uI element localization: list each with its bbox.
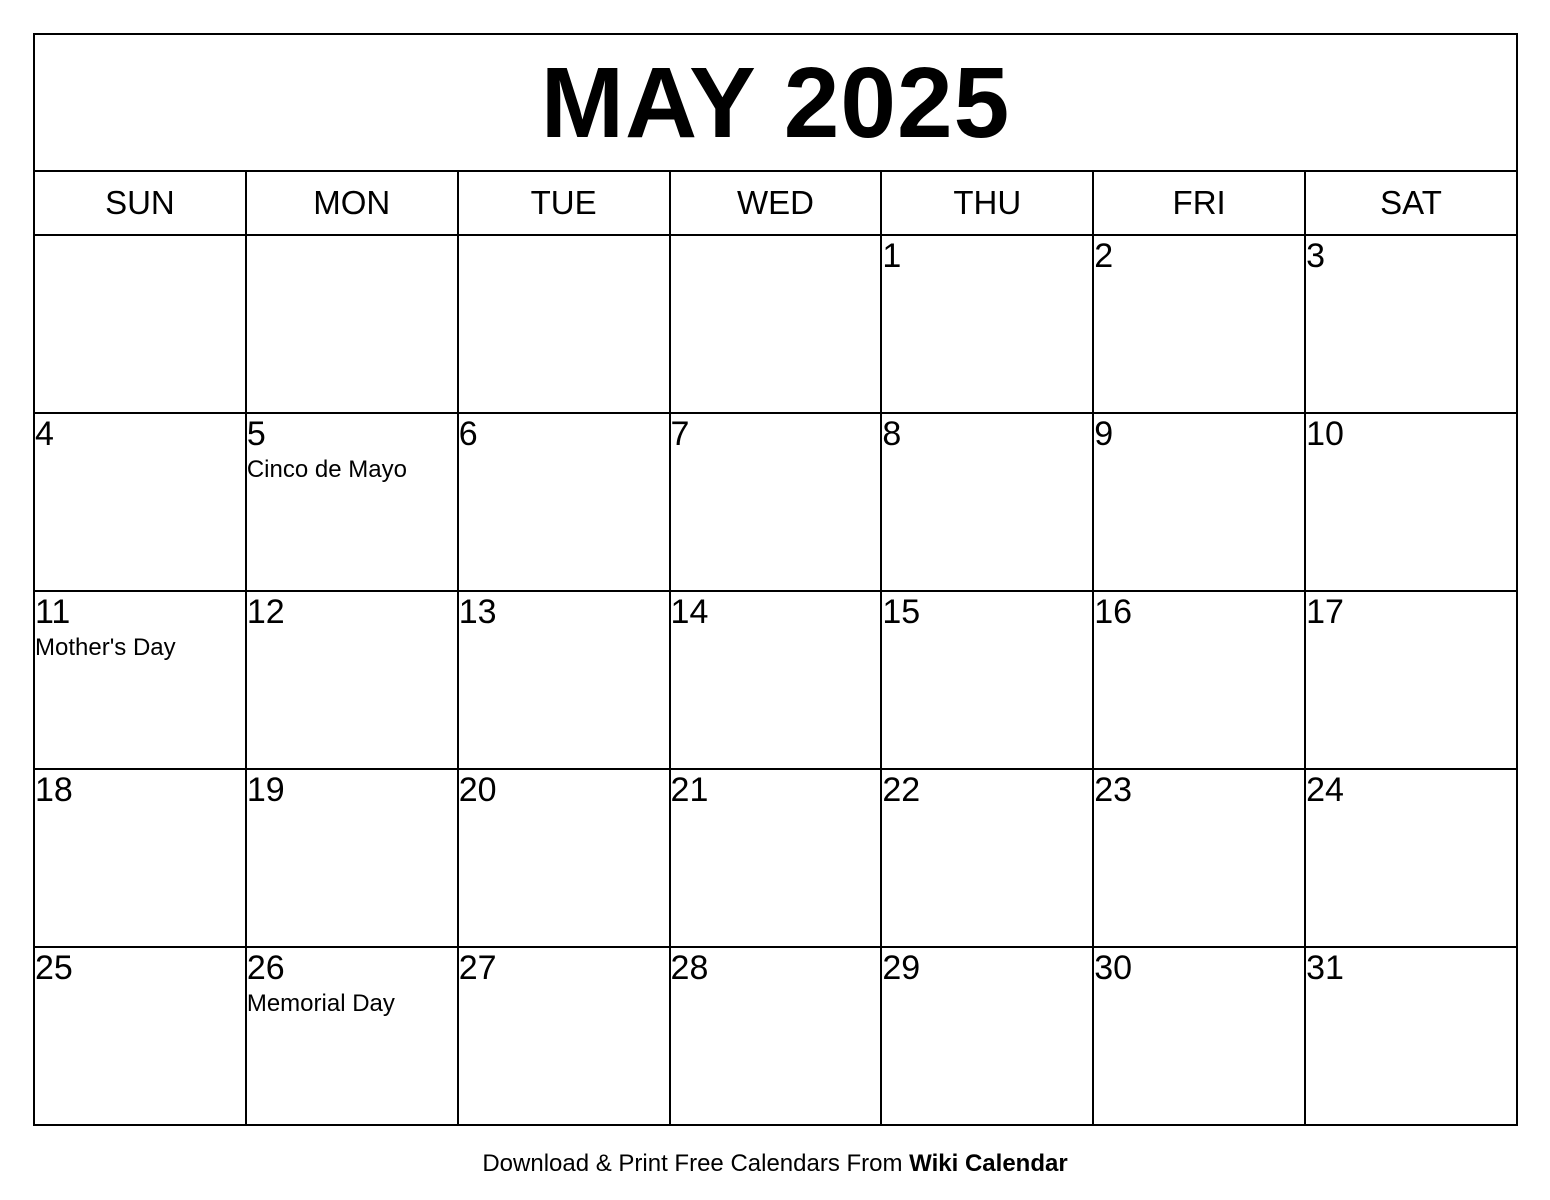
- day-cell: [670, 591, 882, 769]
- footer-text: Download & Print Free Calendars From: [482, 1150, 903, 1177]
- calendar-title: MAY 2025: [540, 46, 1011, 159]
- week-row-2: [34, 413, 1517, 591]
- day-number: 26: [246, 949, 285, 987]
- day-cell: [1093, 769, 1305, 947]
- day-number: 15: [882, 593, 921, 631]
- day-cell: [34, 235, 246, 413]
- footer-brand: Wiki Calendar: [909, 1150, 1068, 1177]
- day-number: 17: [1306, 593, 1344, 631]
- day-cell: [1093, 413, 1305, 591]
- day-number: 1: [882, 237, 902, 275]
- day-cell: [1305, 947, 1517, 1125]
- day-cell: [458, 947, 670, 1125]
- day-cell: [1093, 591, 1305, 769]
- day-cell: [1305, 235, 1517, 413]
- day-cell: [34, 591, 246, 769]
- day-cell: [458, 769, 670, 947]
- day-number: 16: [1094, 593, 1133, 631]
- calendar-table: [33, 33, 1518, 1126]
- day-number: 19: [246, 771, 285, 809]
- week-row-3: [34, 591, 1517, 769]
- day-number: 14: [670, 593, 709, 631]
- day-number: 29: [882, 949, 921, 987]
- day-number: 28: [670, 949, 709, 987]
- day-cell: [670, 413, 882, 591]
- day-number: 21: [670, 771, 709, 809]
- day-number: 7: [670, 415, 690, 453]
- week-row-5: [34, 947, 1517, 1125]
- weekday-thu: THU: [881, 171, 1093, 235]
- day-cell: [458, 591, 670, 769]
- day-cell: [1305, 769, 1517, 947]
- weekday-header-row: [34, 171, 1517, 235]
- day-number: 13: [458, 593, 497, 631]
- day-cell: [1093, 947, 1305, 1125]
- day-number: 11: [35, 593, 71, 631]
- day-cell: [458, 235, 670, 413]
- day-number: 6: [458, 415, 478, 453]
- day-number: 9: [1094, 415, 1114, 453]
- day-number: 18: [35, 771, 73, 809]
- day-number: 8: [882, 415, 902, 453]
- day-number: 25: [35, 949, 73, 987]
- day-cell: [246, 591, 458, 769]
- day-cell: [458, 413, 670, 591]
- day-cell: [1093, 235, 1305, 413]
- day-number: 22: [882, 771, 921, 809]
- day-number: 10: [1306, 415, 1344, 453]
- day-number: 12: [246, 593, 285, 631]
- weekday-sat: SAT: [1305, 171, 1517, 235]
- day-cell: [1305, 591, 1517, 769]
- day-cell: [670, 769, 882, 947]
- day-cell: [1305, 413, 1517, 591]
- day-cell: [881, 947, 1093, 1125]
- day-number: 31: [1306, 949, 1344, 987]
- day-cell: [670, 947, 882, 1125]
- week-row-1: [34, 235, 1517, 413]
- day-cell: [34, 947, 246, 1125]
- holiday-label: Cinco de Mayo: [246, 455, 407, 483]
- day-cell: [670, 235, 882, 413]
- title-row: [34, 34, 1517, 171]
- day-number: 20: [458, 771, 497, 809]
- day-cell: [246, 947, 458, 1125]
- weekday-fri: FRI: [1093, 171, 1305, 235]
- day-cell: [34, 413, 246, 591]
- day-cell: [246, 235, 458, 413]
- day-number: 27: [458, 949, 497, 987]
- day-number: 2: [1094, 237, 1114, 275]
- day-number: 5: [246, 415, 266, 453]
- holiday-label: Memorial Day: [246, 989, 395, 1017]
- weekday-wed: WED: [670, 171, 882, 235]
- day-cell: [246, 769, 458, 947]
- day-number: 23: [1094, 771, 1133, 809]
- weekday-mon: MON: [246, 171, 458, 235]
- day-number: 24: [1306, 771, 1344, 809]
- calendar-container: [33, 33, 1518, 1126]
- day-cell: [246, 413, 458, 591]
- footer: [0, 1148, 1550, 1179]
- holiday-label: Mother's Day: [35, 633, 176, 661]
- day-number: 3: [1306, 237, 1325, 275]
- title-cell: [34, 34, 1517, 171]
- day-number: 4: [35, 415, 54, 453]
- day-number: 30: [1094, 949, 1133, 987]
- week-row-4: [34, 769, 1517, 947]
- day-cell: [881, 235, 1093, 413]
- day-cell: [881, 769, 1093, 947]
- day-cell: [34, 769, 246, 947]
- weekday-tue: TUE: [458, 171, 670, 235]
- day-cell: [881, 591, 1093, 769]
- day-cell: [881, 413, 1093, 591]
- weekday-sun: SUN: [34, 171, 246, 235]
